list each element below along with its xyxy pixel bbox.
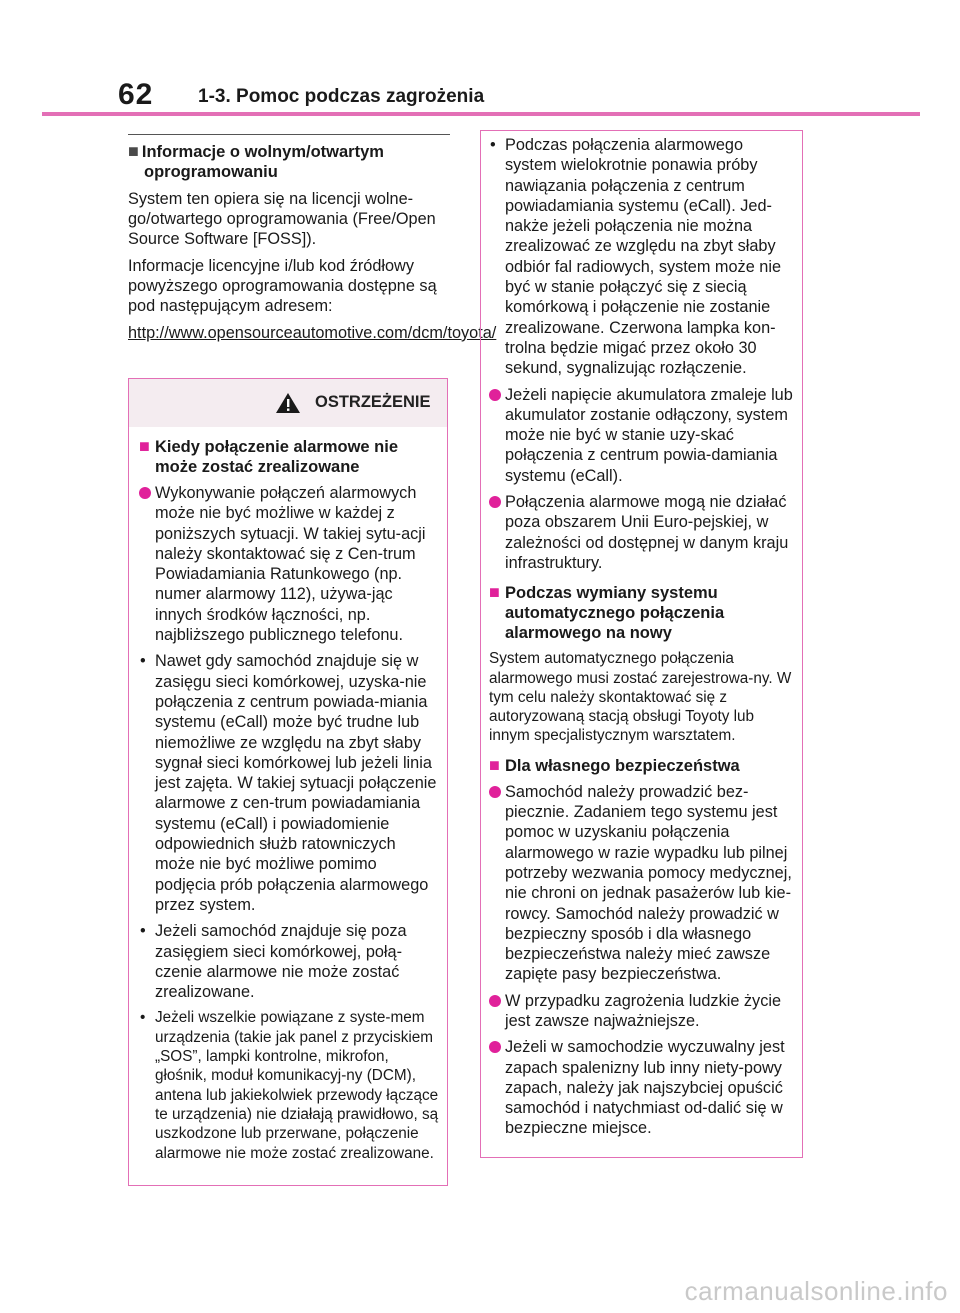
bullet-icon: • xyxy=(140,922,146,941)
safety-item-text: W przypadku zagrożenia ludzkie życie jest zawsze najważniejsze. xyxy=(505,991,782,1030)
warning-item xyxy=(489,492,796,573)
safety-heading xyxy=(489,756,796,776)
foss-info-section xyxy=(128,134,497,343)
square-bullet-icon: ■ xyxy=(489,582,500,603)
square-bullet-icon: ■ xyxy=(489,754,500,775)
replacement-heading xyxy=(489,583,796,643)
warning-item xyxy=(489,135,796,379)
circle-bullet-icon xyxy=(489,786,501,798)
safety-heading-text: Dla własnego bezpieczeństwa xyxy=(505,756,740,775)
warning-item xyxy=(489,385,796,486)
bullet-icon: • xyxy=(140,1009,146,1027)
replacement-heading-text: Podczas wymiany systemu automatycznego połączenia alarmowego na nowy xyxy=(505,584,725,643)
warning-item-text: Wykonywanie połączeń alarmowych może nie być możliwe w każdej z poniższych sytuacji. W takiej sytu-acji należy skontaktować się z Cen-trum Powiadamiania Ratunkowego (np. numer alarmowy 112), używa-jąc innych środków łączności, np. najbliższego publicznego telefonu. xyxy=(155,484,426,645)
continued-warning-box xyxy=(480,130,803,1158)
warning-item-text: Podczas połączenia alarmowego system wielokrotnie ponawia próby nawiązania połączenia z centrum powiadamiania systemu (eCall). Jed-nakże jeżeli połączenia nie można zrealizować ze względu na zbyt słaby odbiór fal radiowych, system może nie być w stanie połączyć się z siecią komórkową i połączenie nie zostanie zrealizowane. Czerwona lampka kon-trolna będzie migać przez około 30 sekund, sygnalizując rozłączenie. xyxy=(505,136,781,378)
foss-heading xyxy=(128,141,450,182)
foss-heading-text: Informacje o wolnym/otwartym oprogramowaniu xyxy=(141,143,384,181)
circle-bullet-icon xyxy=(489,1041,501,1053)
warning-item xyxy=(139,483,439,645)
warning-item-text: Jeżeli wszelkie powiązane z syste-mem urządzenia (takie jak panel z przyciskiem „SOS”, lampki kontrolne, mikrofon, głośnik, moduł komunikacyj-ny (DCM), antena lub jakiekolwiek przewody łączące te urządzenia) nie działają prawidłowo, są uszkodzone lub przerwane, połączenie alarmowe nie może zostać zrealizowane. xyxy=(155,1009,439,1162)
warning-header xyxy=(129,379,447,427)
circle-bullet-icon xyxy=(489,389,501,401)
square-bullet-icon: ■ xyxy=(139,436,150,456)
warning-box xyxy=(128,378,448,1186)
foss-paragraph-1: System ten opiera się na licencji wolne-go/otwartego oprogramowania (Free/Open Source Software [FOSS]). xyxy=(128,190,436,248)
warning-item-text: Jeżeli napięcie akumulatora zmaleje lub akumulator zostanie odłączony, system może nie być w stanie uzy-skać połączenia z centrum powia-damiania systemu (eCall). xyxy=(505,385,793,485)
warning-heading-text: Kiedy połączenie alarmowe nie może zostać zrealizowane xyxy=(155,438,399,476)
square-bullet-icon: ■ xyxy=(128,141,139,161)
circle-bullet-icon xyxy=(139,487,151,499)
warning-heading xyxy=(139,437,439,477)
page-number: 62 xyxy=(118,78,154,111)
warning-item-text: Jeżeli samochód znajduje się poza zasięgiem sieci komórkowej, połą-czenie alarmowe nie może zostać zrealizowane. xyxy=(155,922,407,1002)
bullet-icon: • xyxy=(490,136,496,154)
warning-title: OSTRZEŻENIE xyxy=(315,393,431,411)
safety-item-text: Samochód należy prowadzić bez-piecznie. Zadaniem tego systemu jest pomoc w uzyskaniu połączenia alarmowego w razie wypadku lub pilnej potrzeby wezwania pomocy medycznej, nie chroni on jednak pasażerów lub kie-rowcy. Samochód należy prowadzić w bezpieczny sposób i dla własnego bezpieczeństwa należy mieć zawsze zapięte pasy bezpieczeństwa. xyxy=(505,782,792,984)
circle-bullet-icon xyxy=(489,496,501,508)
section-title: 1-3. Pomoc podczas zagrożenia xyxy=(198,86,485,107)
foss-paragraph-2: Informacje licencyjne i/lub kod źródłowy powyższego oprogramowania dostępne są pod następującym adresem: xyxy=(128,257,437,315)
foss-link[interactable]: http://www.opensourceautomotive.com/dcm/toyota/ xyxy=(128,324,497,342)
safety-item-text: Jeżeli w samochodzie wyczuwalny jest zapach spalenizny lub inny niety-powy zapach, należy jak najszybciej opuścić samochód i natychmiast od-dalić się w bezpieczne miejsce. xyxy=(505,1038,785,1138)
safety-item xyxy=(489,782,796,985)
replacement-paragraph: System automatycznego połączenia alarmowego musi zostać zarejestrowa-ny. W tym celu należy skontaktować się z autoryzowaną stacją obsługi Toyoty lub innym specjalistycznym warsztatem. xyxy=(489,650,792,745)
safety-item xyxy=(489,991,796,1032)
safety-item xyxy=(489,1037,796,1138)
section-divider xyxy=(128,134,450,135)
warning-content xyxy=(129,437,447,1163)
warning-item-text: Połączenia alarmowe mogą nie działać poza obszarem Unii Euro-pejskiej, w zależności od dostępnej w danym kraju infrastruktury. xyxy=(505,493,789,572)
warning-item xyxy=(139,651,439,915)
watermark: carmanualsonline.info xyxy=(684,1276,948,1306)
warning-item xyxy=(139,921,439,1002)
circle-bullet-icon xyxy=(489,995,501,1007)
warning-triangle-icon xyxy=(275,392,301,414)
warning-item xyxy=(139,1008,439,1162)
header-rule xyxy=(42,112,920,116)
warning-item-text: Nawet gdy samochód znajduje się w zasięgu sieci komórkowej, uzyska-nie połączenia z centrum powiada-miania systemu (eCall) może być trudne lub niemożliwe ze względu na zbyt słaby sygnał sieci komórkowej lub jeżeli linia jest zajęta. W takiej sytuacji połączenie alarmowe z cen-trum powiadamiania systemu (eCall) i powiadomienie odpowiednich służb ratowniczych może nie być możliwe pomimo podjęcia prób połączenia alarmowego przez system. xyxy=(155,652,437,914)
bullet-icon: • xyxy=(140,652,146,671)
